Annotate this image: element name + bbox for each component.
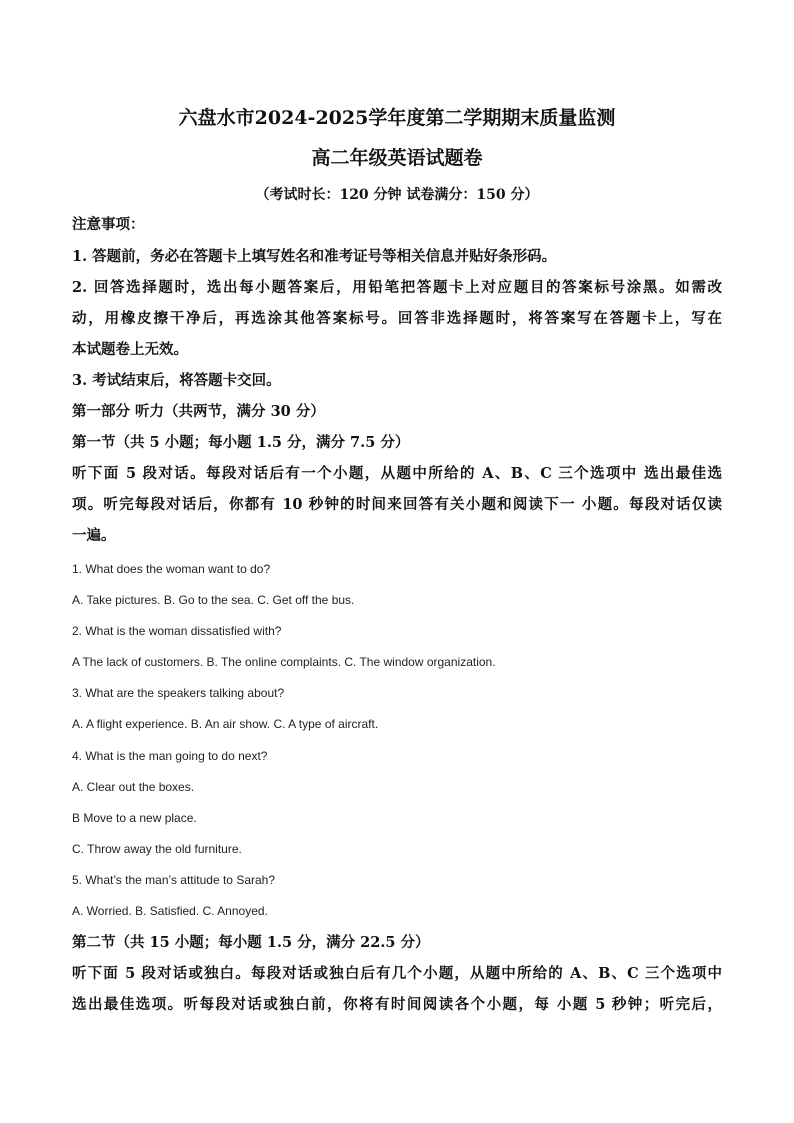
notice-item-2-line-1: 2. 回答选择题时，选出每小题答案后，用铅笔把答题卡上对应题目的答案标号涂黑。如需改 <box>72 279 722 296</box>
section2-instructions-line-2: 选出最佳选项。听每段对话或独白前，你将有时间阅读各个小题，每 小题 5 秒钟；听完后， <box>72 996 722 1013</box>
question-4-option-a: A. Clear out the boxes. <box>72 780 195 794</box>
section1-instructions-line-1: 听下面 5 段对话。每段对话后有一个小题，从题中所给的 A、B、C 三个选项中 选出最佳选 <box>72 465 722 482</box>
question-2-options: A The lack of customers. B. The online complaints. C. The window organization. <box>72 655 496 669</box>
exam-title: 六盘水市2024-2025学年度第二学期期末质量监测 <box>178 107 616 129</box>
notice-item-3: 3. 考试结束后，将答题卡交回。 <box>72 372 281 389</box>
section2-heading: 第二节（共 15 小题；每小题 1.5 分，满分 22.5 分） <box>72 934 430 951</box>
part1-heading: 第一部分 听力（共两节，满分 30 分） <box>72 403 325 420</box>
section1-heading: 第一节（共 5 小题；每小题 1.5 分，满分 7.5 分） <box>72 434 410 451</box>
question-5: 5. What’s the man’s attitude to Sarah? <box>72 873 276 887</box>
notice-heading: 注意事项： <box>72 216 145 233</box>
question-3-options: A. A flight experience. B. An air show. C. A type of aircraft. <box>72 717 379 731</box>
notice-item-2-line-2: 动，用橡皮擦干净后，再选涂其他答案标号。回答非选择题时，将答案写在答题卡上，写在 <box>72 310 722 327</box>
question-5-options: A. Worried. B. Satisfied. C. Annoyed. <box>72 904 268 918</box>
question-4-option-c: C. Throw away the old furniture. <box>72 842 242 856</box>
question-1: 1. What does the woman want to do? <box>72 562 271 576</box>
question-3: 3. What are the speakers talking about? <box>72 686 285 700</box>
section2-instructions-line-1: 听下面 5 段对话或独白。每段对话或独白后有几个小题，从题中所给的 A、B、C 三个选项中 <box>72 965 722 982</box>
section1-instructions-line-3: 一遍。 <box>72 527 116 544</box>
question-4: 4. What is the man going to do next? <box>72 749 268 763</box>
section1-instructions-line-2: 项。听完每段对话后，你都有 10 秒钟的时间来回答有关小题和阅读下一 小题。每段对话仅读 <box>72 496 722 513</box>
exam-subtitle: 高二年级英语试题卷 <box>311 147 483 169</box>
question-4-option-b: B Move to a new place. <box>72 811 197 825</box>
notice-item-2-line-3: 本试题卷上无效。 <box>72 341 188 358</box>
notice-item-1: 1. 答题前，务必在答题卡上填写姓名和准考证号等相关信息并贴好条形码。 <box>72 248 557 265</box>
question-1-options: A. Take pictures. B. Go to the sea. C. Get off the bus. <box>72 593 355 607</box>
exam-page <box>72 0 722 1123</box>
question-2: 2. What is the woman dissatisfied with? <box>72 624 282 638</box>
exam-info: （考试时长：120 分钟 试卷满分：150 分） <box>255 187 539 203</box>
